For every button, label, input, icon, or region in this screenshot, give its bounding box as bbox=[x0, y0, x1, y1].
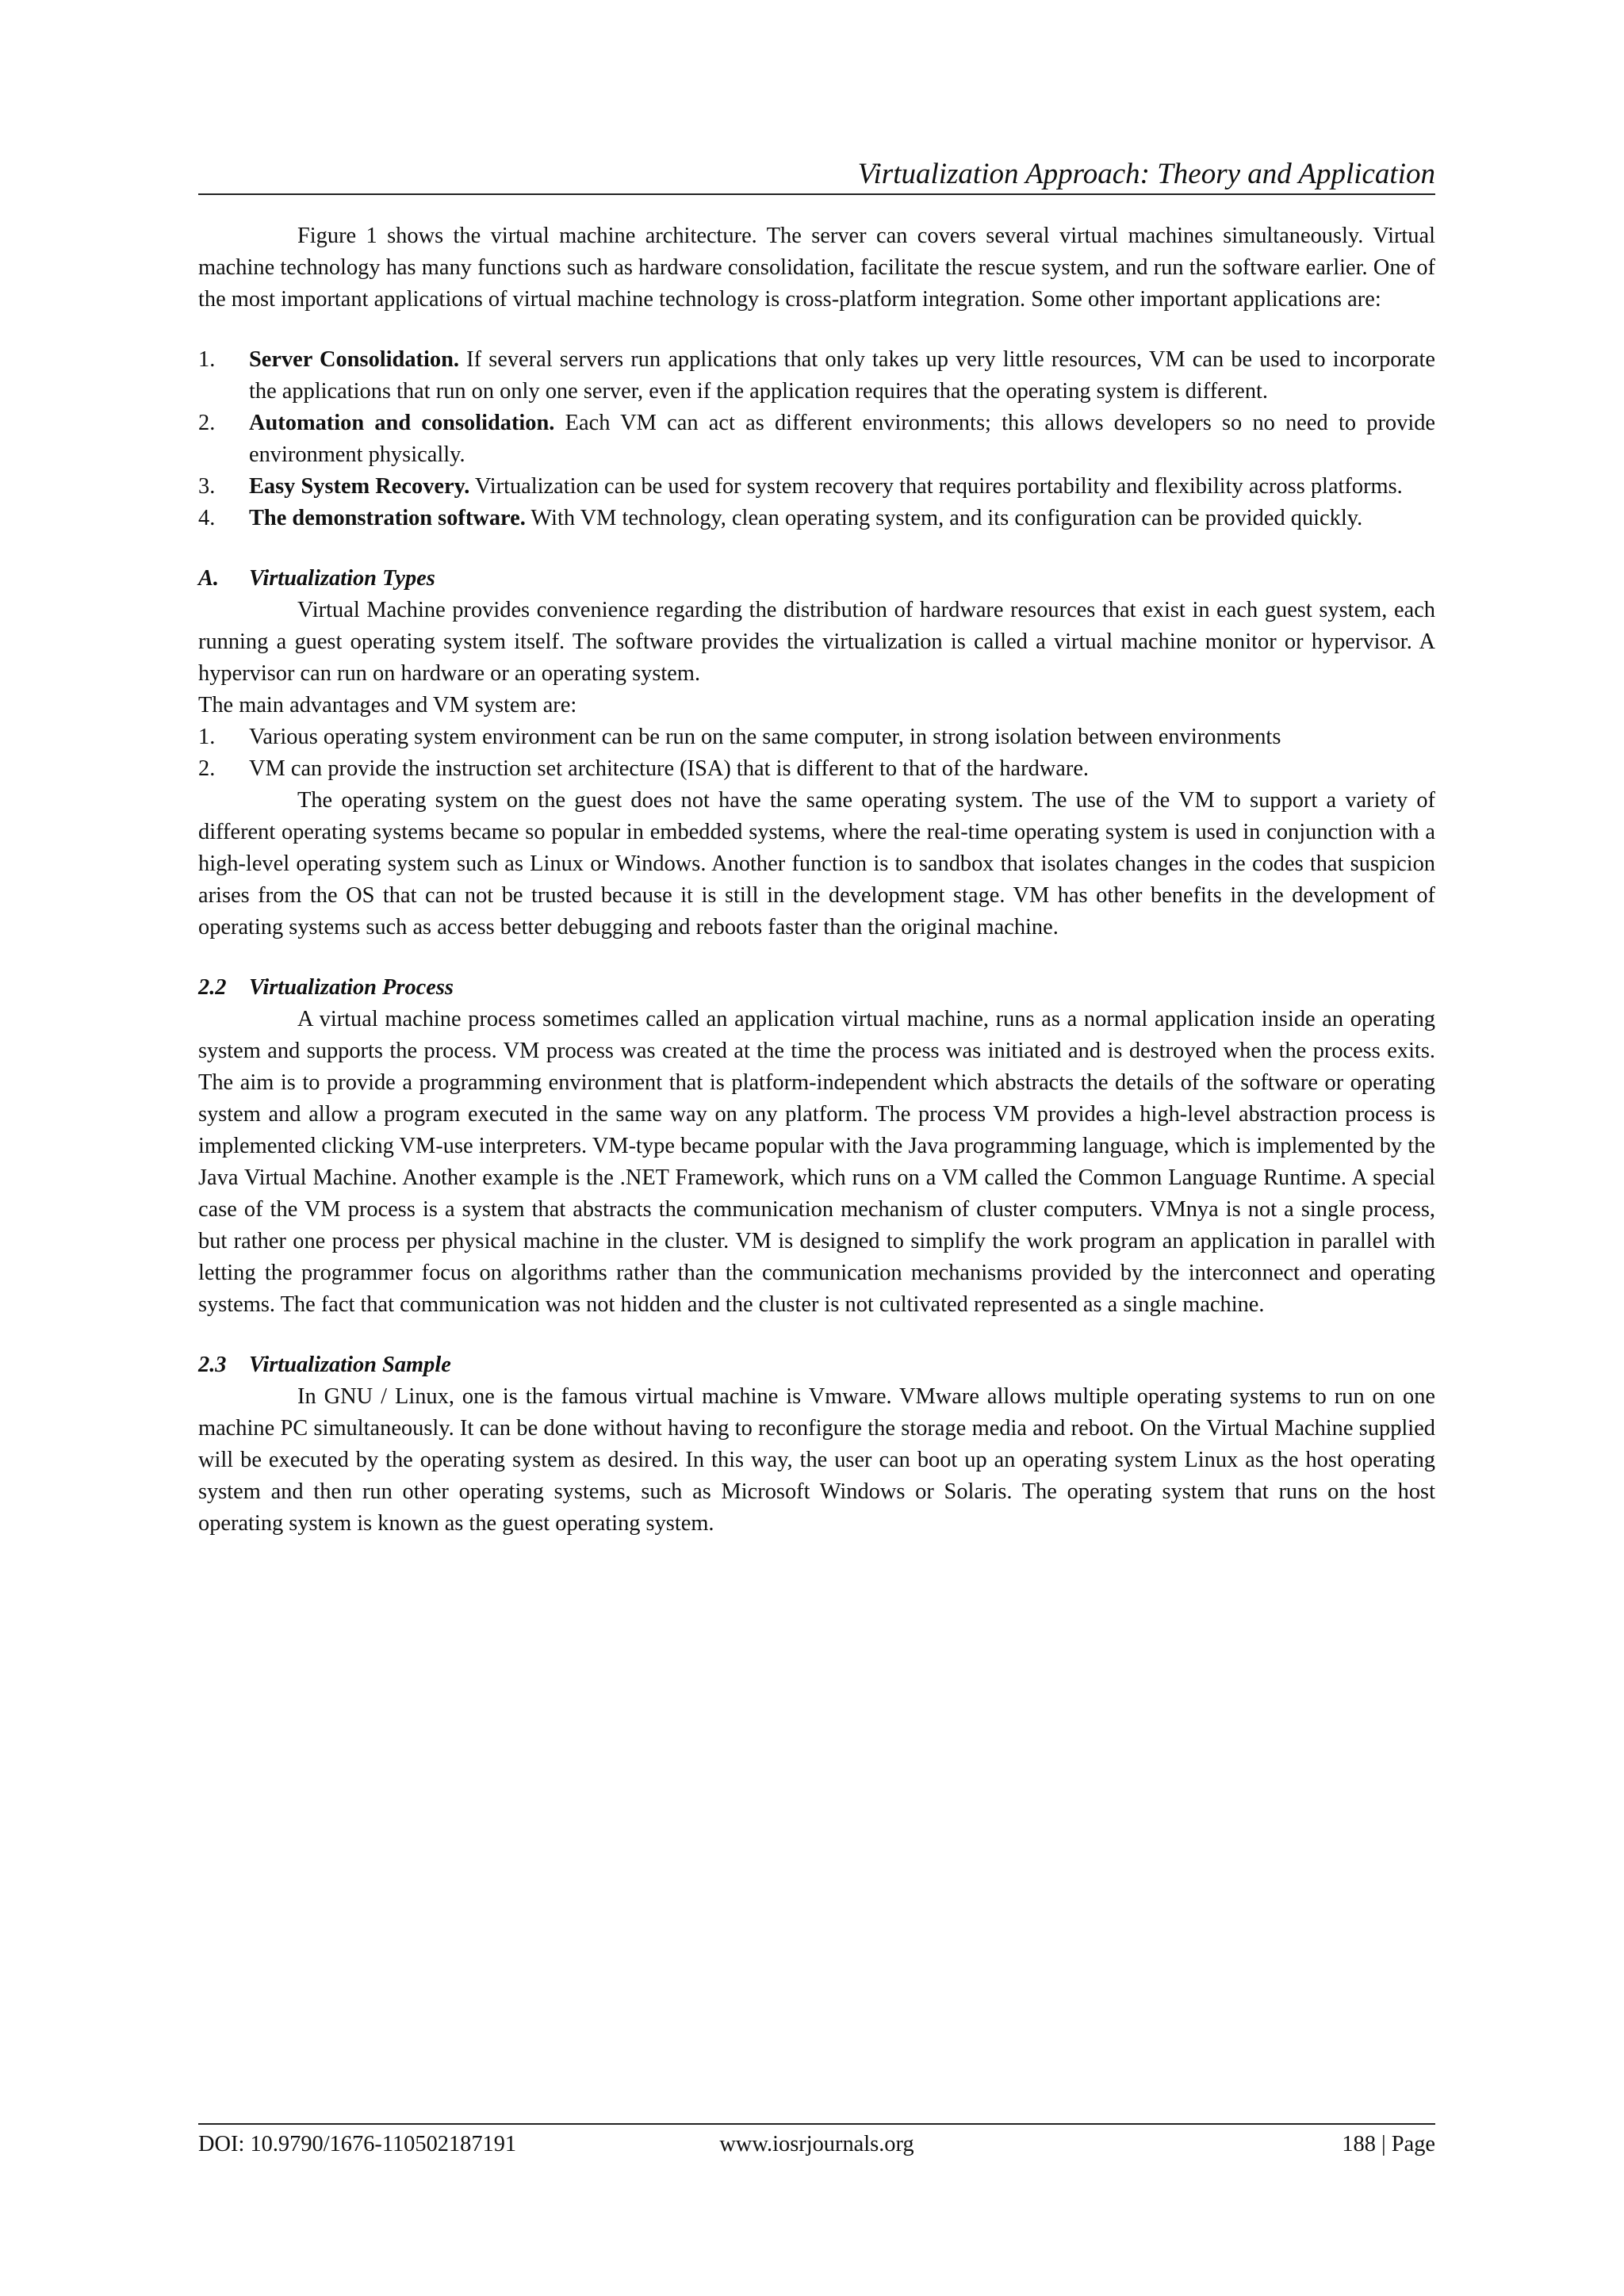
list-term: The demonstration software. bbox=[249, 506, 526, 530]
section-number: 2.3 bbox=[198, 1353, 227, 1377]
section-a-paragraph-2: The operating system on the guest does not have the same operating system. The use of the VM to support a variety of different operating systems became so popular in embedded systems, where the real-time operating system is used in conjunction with a high-level operating system such as Linux or Windows. Another function is to sandbox that isolates changes in the codes that suspicion arises from the OS that can not be trusted because it is still in the development stage. VM has other benefits in the development of operating systems such as access better debugging and reboots faster than the original machine. bbox=[198, 788, 1435, 939]
advantages-intro: The main advantages and VM system are: bbox=[198, 693, 577, 718]
list-term: Easy System Recovery. bbox=[249, 474, 470, 499]
list-text: Virtualization can be used for system recovery that requires portability and flexibility across platforms. bbox=[469, 474, 1403, 499]
section-heading-a bbox=[198, 563, 1435, 595]
list-number: 2. bbox=[198, 411, 216, 435]
list-item bbox=[198, 344, 1435, 408]
section-heading-2-2 bbox=[198, 972, 1435, 1004]
list-number: 3. bbox=[198, 474, 216, 499]
list-item bbox=[198, 408, 1435, 471]
page-footer bbox=[198, 2123, 1435, 2164]
footer-doi: DOI: 10.9790/1676-110502187191 bbox=[198, 2132, 517, 2156]
section-a-paragraph-1: Virtual Machine provides convenience regarding the distribution of hardware resources that exist in each guest system, each running a guest operating system itself. The software provides the virtualization is called a virtual machine monitor or hypervisor. A hypervisor can run on hardware or an operating system. bbox=[198, 598, 1435, 686]
list-text: If several servers run applications that only takes up very little resources, VM can be used to incorporate the applications that run on only one server, even if the application requires that the operating system is different. bbox=[249, 347, 1436, 404]
section-number: A. bbox=[198, 566, 220, 591]
advantages-list bbox=[198, 721, 1435, 785]
list-item bbox=[198, 721, 1435, 753]
section-title: Virtualization Process bbox=[249, 975, 454, 1000]
page-content bbox=[198, 220, 1435, 1540]
list-number: 1. bbox=[198, 347, 216, 372]
list-number: 1. bbox=[198, 725, 216, 749]
list-text: Each VM can act as different environments; this allows developers so no need to provide environment physically. bbox=[249, 411, 1436, 467]
list-item bbox=[198, 471, 1435, 503]
footer-website: www.iosrjournals.org bbox=[719, 2132, 914, 2156]
section-2-3-paragraph: In GNU / Linux, one is the famous virtual machine is Vmware. VMware allows multiple operating systems to run on one machine PC simultaneously. It can be done without having to reconfigure the storage media and reboot. On the Virtual Machine supplied will be executed by the operating system as desired. In this way, the user can boot up an operating system Linux as the host operating system and then run other operating systems, such as Microsoft Windows or Solaris. The operating system that runs on the host operating system is known as the guest operating system. bbox=[198, 1384, 1435, 1536]
footer-page-number: 188 | Page bbox=[1342, 2132, 1435, 2156]
list-number: 2. bbox=[198, 756, 216, 781]
list-term: Automation and consolidation. bbox=[249, 411, 555, 435]
running-title: Virtualization Approach: Theory and Application bbox=[857, 158, 1435, 190]
list-item bbox=[198, 503, 1435, 534]
intro-paragraph: Figure 1 shows the virtual machine architecture. The server can covers several virtual machines simultaneously. Virtual machine technology has many functions such as hardware consolidation, facilitate the rescue system, and run the software earlier. One of the most important applications of virtual machine technology is cross-platform integration. Some other important applications are: bbox=[198, 224, 1435, 312]
journal-page bbox=[198, 0, 1435, 2296]
section-2-2-paragraph: A virtual machine process sometimes called an application virtual machine, runs as a normal application inside an operating system and supports the process. VM process was created at the time the process was initiated and is destroyed when the process exits. The aim is to provide a programming environment that is platform-independent which abstracts the details of the software or operating system and allow a program executed in the same way on any platform. The process VM provides a high-level abstraction process is implemented clicking VM-use interpreters. VM-type became popular with the Java programming language, which is implemented by the Java Virtual Machine. Another example is the .NET Framework, which runs on a VM called the Common Language Runtime. A special case of the VM process is a system that abstracts the communication mechanism of cluster computers. VMnya is not a single process, but rather one process per physical machine in the cluster. VM is designed to simplify the work program an application in parallel with letting the programmer focus on algorithms rather than the communication mechanisms provided by the interconnect and operating systems. The fact that communication was not hidden and the cluster is not cultivated represented as a single machine. bbox=[198, 1007, 1435, 1317]
section-title: Virtualization Types bbox=[249, 566, 435, 591]
list-text: With VM technology, clean operating system, and its configuration can be provided quickly. bbox=[525, 506, 1363, 530]
list-text: VM can provide the instruction set architecture (ISA) that is different to that of the hardware. bbox=[249, 756, 1090, 781]
applications-list bbox=[198, 344, 1435, 534]
section-heading-2-3 bbox=[198, 1349, 1435, 1381]
running-header bbox=[198, 155, 1435, 195]
section-number: 2.2 bbox=[198, 975, 227, 1000]
list-term: Server Consolidation. bbox=[249, 347, 459, 372]
list-text: Various operating system environment can be run on the same computer, in strong isolation between environments bbox=[249, 725, 1281, 749]
section-title: Virtualization Sample bbox=[249, 1353, 451, 1377]
list-number: 4. bbox=[198, 506, 216, 530]
list-item bbox=[198, 753, 1435, 785]
